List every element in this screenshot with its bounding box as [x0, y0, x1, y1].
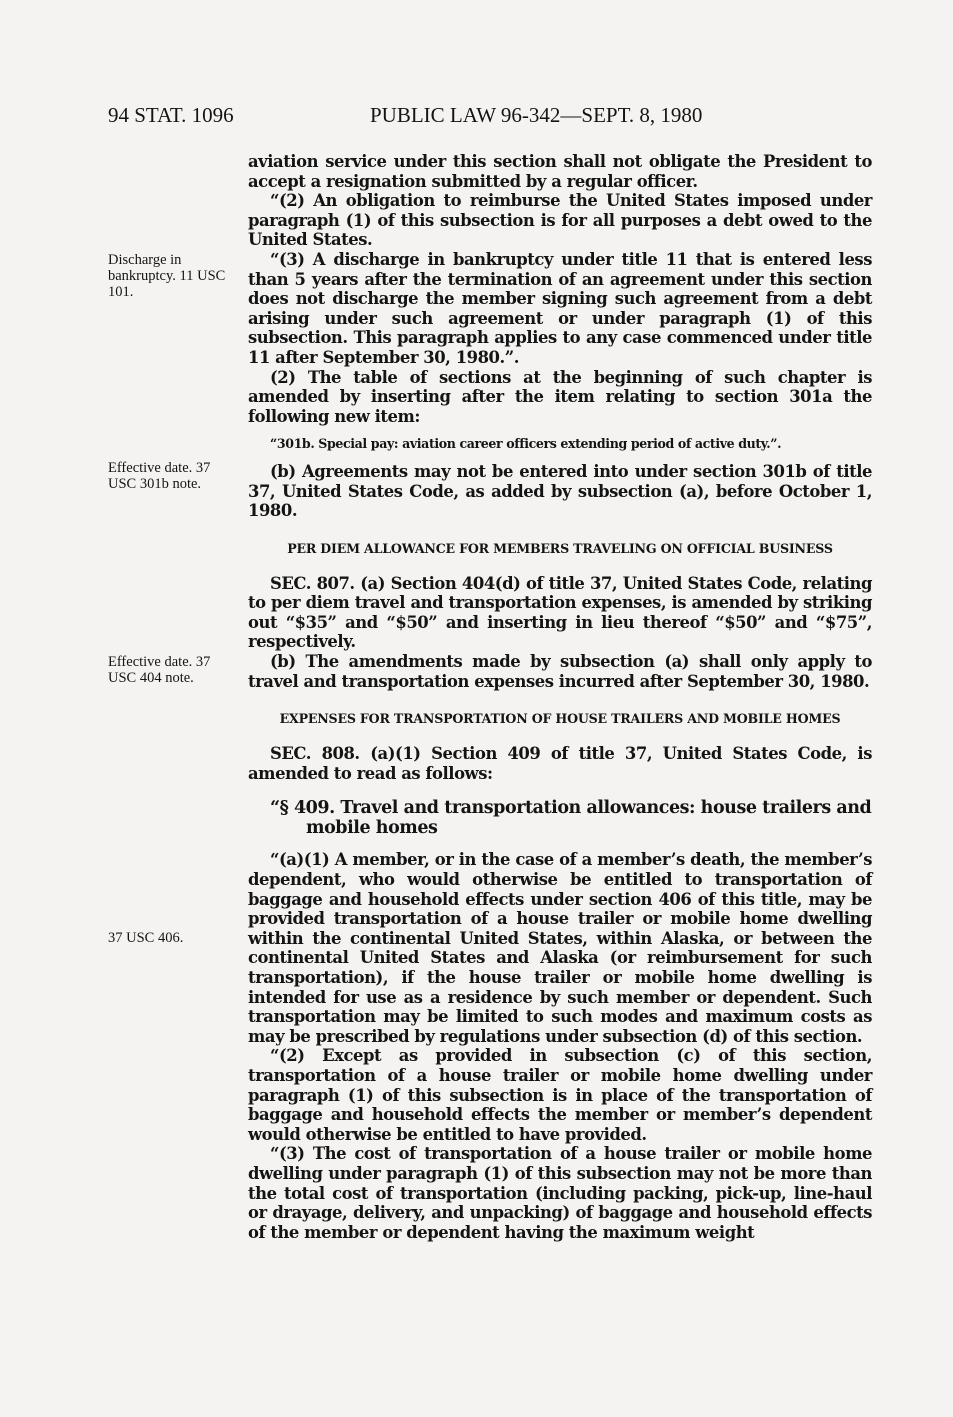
statute-section-title-line2: mobile homes: [306, 817, 438, 838]
paragraph: “(2) Except as provided in subsection (c) of this section, transportation of a house trailer or mobile home dwelling under paragraph (1) of this subsection is in place of the transportation of baggage and household effects the member or member’s dependent would otherwise be entitled to have provided.: [248, 1046, 872, 1144]
section-heading: EXPENSES FOR TRANSPORTATION OF HOUSE TRAILERS AND MOBILE HOMES: [279, 711, 841, 727]
paragraph: “(3) A discharge in bankruptcy under title 11 that is entered less than 5 years after the termination of an agreement under this section does not discharge the member signing such agreement from a debt arising under such agreement or under paragraph (1) of this subsection. This paragraph applies to any case commenced under title 11 after September 30, 1980.”.: [248, 249, 872, 367]
paragraph: “(2) An obligation to reimburse the United States imposed under paragraph (1) of this subsection is for all purposes a debt owed to the United States.: [248, 191, 872, 250]
margin-note-effective-301b: Effective date. 37 USC 301b note.: [108, 460, 211, 492]
paragraph: “(3) The cost of transportation of a house trailer or mobile home dwelling under paragraph (1) of this subsection may not be more than the total cost of transportation (including packing, pick-up, line-haul or drayage, delivery, and unpacking) of baggage and household effects of the member or dependent having the maximum weight: [248, 1144, 872, 1242]
margin-note-discharge: Discharge in bankruptcy. 11 USC 101.: [108, 252, 226, 300]
paragraph: SEC. 807. (a) Section 404(d) of title 37, United States Code, relating to per diem travel and transportation expenses, is amended by striking out “$35” and “$50” and inserting in lieu thereof “$50” and “$75”, respectively.: [248, 573, 872, 652]
paragraph: (b) The amendments made by subsection (a) shall only apply to travel and transportation expenses incurred after September 30, 1980.: [248, 652, 872, 691]
section-heading: PER DIEM ALLOWANCE FOR MEMBERS TRAVELING ON OFFICIAL BUSINESS: [287, 540, 833, 556]
paragraph: SEC. 808. (a)(1) Section 409 of title 37, United States Code, is amended to read as follows:: [248, 744, 872, 783]
table-item: “301b. Special pay: aviation career officers extending period of active duty.”.: [270, 436, 782, 452]
paragraph: “(a)(1) A member, or in the case of a member’s death, the member’s dependent, who would otherwise be entitled to transportation of baggage and household effects under section 406 of this title, may be provided transportation of a house trailer or mobile home dwelling within the continental United States, within Alaska, or between the continental United States and Alaska (or reimbursement for such transportation), if the house trailer or mobile home dwelling is intended for use as a residence by such member or dependent. Such transportation may be limited to such modes and maximum costs as may be prescribed by regulations under subsection (d) of this section.: [248, 850, 872, 1046]
paragraph: (2) The table of sections at the beginning of such chapter is amended by inserting after the item relating to section 301a the following new item:: [248, 367, 872, 426]
statute-section-title-line1: “§ 409. Travel and transportation allowances: house trailers and: [270, 798, 872, 819]
paragraph: aviation service under this section shall not obligate the President to accept a resignation submitted by a regular officer.: [248, 152, 872, 191]
paragraph: (b) Agreements may not be entered into under section 301b of title 37, United States Code, as added by subsection (a), before October 1, 1980.: [248, 461, 872, 521]
law-title: PUBLIC LAW 96-342—SEPT. 8, 1980: [370, 103, 703, 127]
page-reference: 94 STAT. 1096: [108, 103, 234, 127]
body-text: [248, 152, 872, 1242]
margin-note-effective-404: Effective date. 37 USC 404 note.: [108, 654, 211, 686]
margin-note-406: 37 USC 406.: [108, 930, 184, 946]
statute-section-title: [248, 799, 872, 838]
